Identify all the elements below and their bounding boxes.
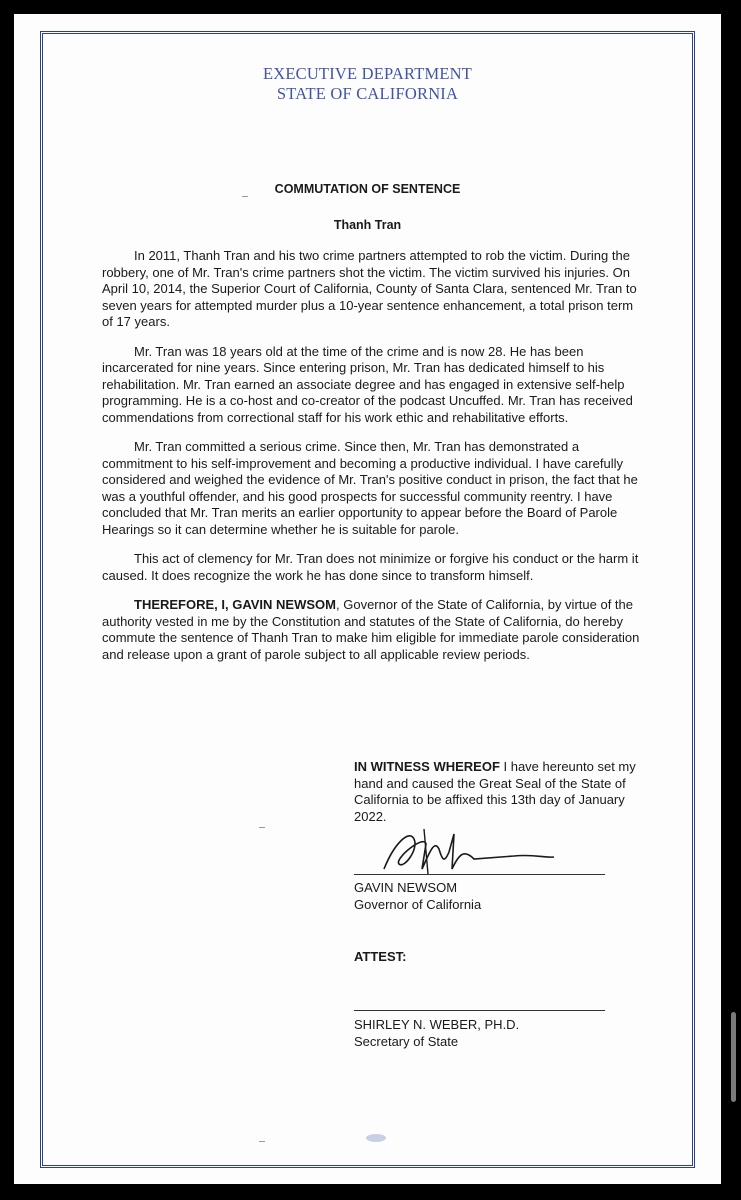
therefore-lead: THEREFORE, I, GAVIN NEWSOM: [134, 597, 336, 612]
witness-lead: IN WITNESS WHEREOF: [354, 759, 500, 774]
letterhead-line-1: EXECUTIVE DEPARTMENT: [262, 64, 473, 83]
letterhead-line-2: STATE OF CALIFORNIA: [276, 84, 459, 103]
attest-label: ATTEST:: [354, 949, 407, 964]
document-title: COMMUTATION OF SENTENCE: [274, 182, 461, 196]
paragraph-2: Mr. Tran was 18 years old at the time of the crime and is now 28. He has been incarcerated for nine years. Since entering prison, Mr. Tran has dedicated himself to his rehabilitation. Mr. Tran earned an associate degree and has engaged in extensive self-help programming. He is a co-host and co-creator of the podcast Uncuffed. Mr. Tran has received commendations from correctional staff for his work ethic and rehabilitative efforts.: [102, 343, 633, 425]
secretary-title: Secretary of State: [354, 1034, 459, 1049]
paragraph-4: This act of clemency for Mr. Tran does not minimize or forgive his conduct or the harm it caused. It does recognize the work he has done since to transform himself.: [102, 551, 639, 583]
margin-mark: [242, 196, 248, 197]
paragraph-1: In 2011, Thanh Tran and his two crime partners attempted to rob the victim. During the robbery, one of Mr. Tran's crime partners shot the victim. The victim survived his injuries. On April 10, 2014, the Superior Court of California, County of Santa Clara, sentenced Mr. Tran to seven years for attempted murder plus a 10-year sentence enhancement, a total prison term of 17 years.: [102, 248, 637, 329]
paragraph-3: Mr. Tran committed a serious crime. Since then, Mr. Tran has demonstrated a commitment to his self-improvement and becoming a productive individual. I have carefully considered and weighed the evidence of Mr. Tran's positive conduct in prison, the fact that he was a youthful offender, and his good prospects for successful community reentry. I have concluded that Mr. Tran merits an earlier opportunity to appear before the Board of Parole Hearings so it can determine whether he is suitable for parole.: [102, 439, 638, 537]
margin-mark: [259, 1141, 265, 1142]
governor-signature-line: [354, 874, 605, 875]
therefore-text: , Governor of the State of California, by virtue of the authority vested in me by the Constitution and statutes of the State of California, do hereby commute the sentence of Thanh Tran to make him eligible for immediate parole consideration and release upon a grant of parole subject to all applicable review periods.: [102, 597, 640, 662]
document-page: [14, 14, 721, 1184]
subject-name: Thanh Tran: [333, 218, 402, 232]
letterhead: [14, 64, 721, 104]
governor-title: Governor of California: [354, 897, 482, 912]
seal-mark: [366, 1134, 386, 1142]
secretary-signature-line: [354, 1010, 605, 1011]
governor-name: GAVIN NEWSOM: [354, 880, 458, 895]
margin-mark: [259, 827, 265, 828]
scrollbar[interactable]: [731, 1012, 736, 1102]
document-body: [102, 248, 642, 676]
witness-text: I have hereunto set my hand and caused the Great Seal of the State of California to be affixed this 13th day of January 2022.: [354, 759, 636, 824]
secretary-name: SHIRLEY N. WEBER, PH.D.: [354, 1017, 520, 1032]
therefore-paragraph: [102, 597, 642, 663]
